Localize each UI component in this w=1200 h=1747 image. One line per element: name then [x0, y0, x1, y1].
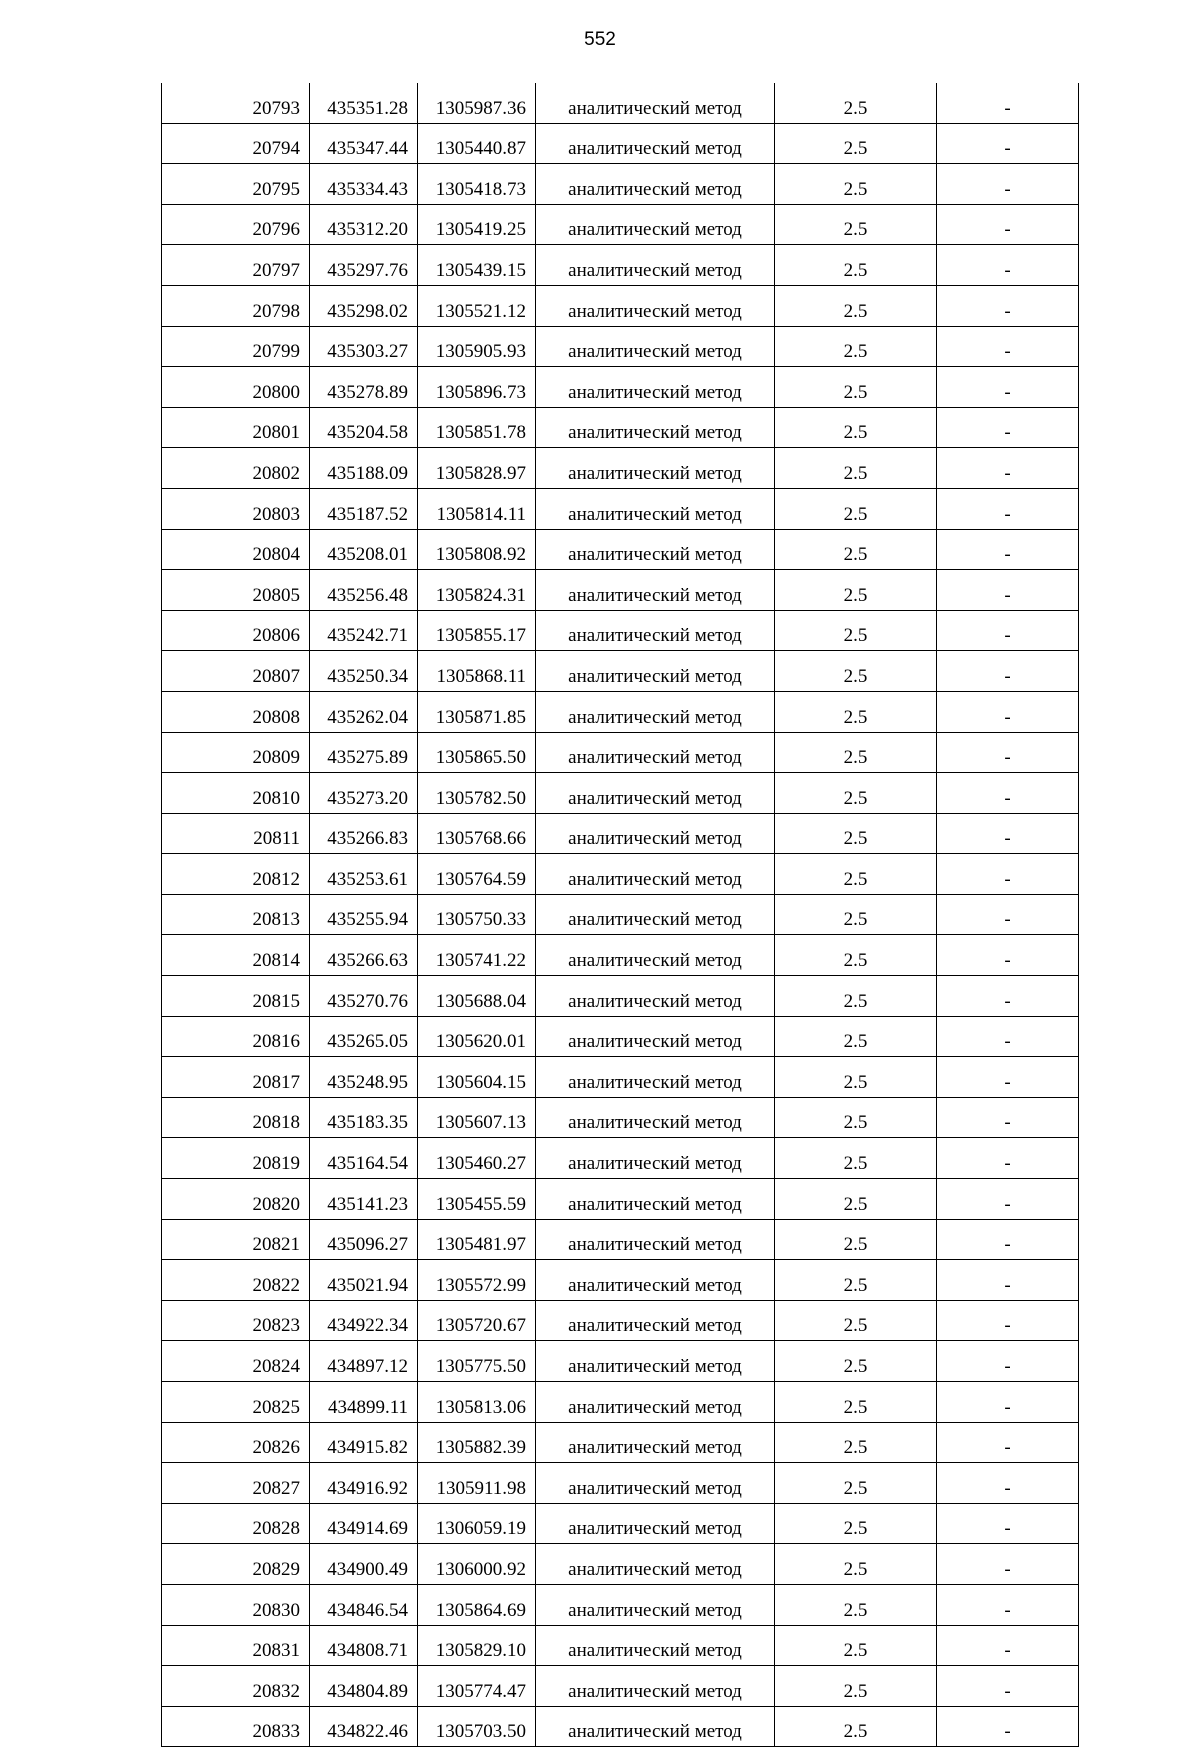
- table-row: [162, 1341, 1079, 1382]
- method-cell: аналитический метод: [536, 1503, 775, 1544]
- point-number-cell: 20815: [162, 976, 310, 1017]
- note-cell: -: [937, 894, 1079, 935]
- table-row: [162, 732, 1079, 773]
- accuracy-cell: 2.5: [775, 935, 937, 976]
- table-row: [162, 976, 1079, 1017]
- point-number-cell: 20832: [162, 1666, 310, 1707]
- coordinates-table-container: [161, 83, 1078, 1747]
- x-coordinate-cell: 435208.01: [310, 529, 418, 570]
- point-number-cell: 20801: [162, 407, 310, 448]
- point-number-cell: 20799: [162, 326, 310, 367]
- y-coordinate-cell: 1305851.78: [418, 407, 536, 448]
- point-number-cell: 20810: [162, 773, 310, 814]
- y-coordinate-cell: 1305607.13: [418, 1097, 536, 1138]
- y-coordinate-cell: 1305814.11: [418, 488, 536, 529]
- table-row: [162, 1219, 1079, 1260]
- method-cell: аналитический метод: [536, 488, 775, 529]
- accuracy-cell: 2.5: [775, 245, 937, 286]
- method-cell: аналитический метод: [536, 367, 775, 408]
- accuracy-cell: 2.5: [775, 488, 937, 529]
- accuracy-cell: 2.5: [775, 570, 937, 611]
- note-cell: -: [937, 1382, 1079, 1423]
- note-cell: -: [937, 732, 1079, 773]
- method-cell: аналитический метод: [536, 894, 775, 935]
- table-row: [162, 570, 1079, 611]
- point-number-cell: 20814: [162, 935, 310, 976]
- accuracy-cell: 2.5: [775, 164, 937, 205]
- note-cell: -: [937, 164, 1079, 205]
- accuracy-cell: 2.5: [775, 1584, 937, 1625]
- point-number-cell: 20816: [162, 1016, 310, 1057]
- note-cell: -: [937, 1179, 1079, 1220]
- method-cell: аналитический метод: [536, 326, 775, 367]
- accuracy-cell: 2.5: [775, 976, 937, 1017]
- y-coordinate-cell: 1305703.50: [418, 1706, 536, 1747]
- table-row: [162, 529, 1079, 570]
- table-row: [162, 1584, 1079, 1625]
- y-coordinate-cell: 1305440.87: [418, 123, 536, 164]
- x-coordinate-cell: 434822.46: [310, 1706, 418, 1747]
- method-cell: аналитический метод: [536, 1544, 775, 1585]
- table-row: [162, 488, 1079, 529]
- x-coordinate-cell: 434808.71: [310, 1625, 418, 1666]
- table-row: [162, 407, 1079, 448]
- point-number-cell: 20824: [162, 1341, 310, 1382]
- x-coordinate-cell: 435275.89: [310, 732, 418, 773]
- x-coordinate-cell: 435298.02: [310, 285, 418, 326]
- point-number-cell: 20825: [162, 1382, 310, 1423]
- point-number-cell: 20829: [162, 1544, 310, 1585]
- y-coordinate-cell: 1305720.67: [418, 1300, 536, 1341]
- note-cell: -: [937, 83, 1079, 123]
- x-coordinate-cell: 435183.35: [310, 1097, 418, 1138]
- accuracy-cell: 2.5: [775, 1341, 937, 1382]
- note-cell: -: [937, 1544, 1079, 1585]
- x-coordinate-cell: 434922.34: [310, 1300, 418, 1341]
- accuracy-cell: 2.5: [775, 1503, 937, 1544]
- table-row: [162, 1625, 1079, 1666]
- point-number-cell: 20793: [162, 83, 310, 123]
- y-coordinate-cell: 1305620.01: [418, 1016, 536, 1057]
- accuracy-cell: 2.5: [775, 1097, 937, 1138]
- y-coordinate-cell: 1305829.10: [418, 1625, 536, 1666]
- note-cell: -: [937, 976, 1079, 1017]
- method-cell: аналитический метод: [536, 570, 775, 611]
- note-cell: -: [937, 1097, 1079, 1138]
- table-row: [162, 1544, 1079, 1585]
- x-coordinate-cell: 435265.05: [310, 1016, 418, 1057]
- note-cell: -: [937, 570, 1079, 611]
- point-number-cell: 20794: [162, 123, 310, 164]
- point-number-cell: 20812: [162, 854, 310, 895]
- point-number-cell: 20831: [162, 1625, 310, 1666]
- x-coordinate-cell: 435312.20: [310, 204, 418, 245]
- method-cell: аналитический метод: [536, 1016, 775, 1057]
- table-row: [162, 651, 1079, 692]
- accuracy-cell: 2.5: [775, 1016, 937, 1057]
- x-coordinate-cell: 435242.71: [310, 610, 418, 651]
- x-coordinate-cell: 434916.92: [310, 1463, 418, 1504]
- point-number-cell: 20819: [162, 1138, 310, 1179]
- point-number-cell: 20797: [162, 245, 310, 286]
- table-row: [162, 164, 1079, 205]
- table-row: [162, 1463, 1079, 1504]
- method-cell: аналитический метод: [536, 204, 775, 245]
- note-cell: -: [937, 610, 1079, 651]
- x-coordinate-cell: 435297.76: [310, 245, 418, 286]
- x-coordinate-cell: 434897.12: [310, 1341, 418, 1382]
- x-coordinate-cell: 435262.04: [310, 691, 418, 732]
- accuracy-cell: 2.5: [775, 610, 937, 651]
- table-row: [162, 691, 1079, 732]
- note-cell: -: [937, 1057, 1079, 1098]
- method-cell: аналитический метод: [536, 773, 775, 814]
- note-cell: -: [937, 1219, 1079, 1260]
- y-coordinate-cell: 1305905.93: [418, 326, 536, 367]
- y-coordinate-cell: 1305481.97: [418, 1219, 536, 1260]
- accuracy-cell: 2.5: [775, 1260, 937, 1301]
- accuracy-cell: 2.5: [775, 285, 937, 326]
- x-coordinate-cell: 434915.82: [310, 1422, 418, 1463]
- y-coordinate-cell: 1305774.47: [418, 1666, 536, 1707]
- accuracy-cell: 2.5: [775, 1138, 937, 1179]
- accuracy-cell: 2.5: [775, 1706, 937, 1747]
- x-coordinate-cell: 435266.83: [310, 813, 418, 854]
- accuracy-cell: 2.5: [775, 367, 937, 408]
- note-cell: -: [937, 854, 1079, 895]
- method-cell: аналитический метод: [536, 651, 775, 692]
- note-cell: -: [937, 1422, 1079, 1463]
- accuracy-cell: 2.5: [775, 407, 937, 448]
- note-cell: -: [937, 1138, 1079, 1179]
- note-cell: -: [937, 1503, 1079, 1544]
- table-row: [162, 610, 1079, 651]
- note-cell: -: [937, 935, 1079, 976]
- y-coordinate-cell: 1305882.39: [418, 1422, 536, 1463]
- point-number-cell: 20828: [162, 1503, 310, 1544]
- method-cell: аналитический метод: [536, 610, 775, 651]
- note-cell: -: [937, 488, 1079, 529]
- point-number-cell: 20823: [162, 1300, 310, 1341]
- x-coordinate-cell: 435141.23: [310, 1179, 418, 1220]
- table-row: [162, 367, 1079, 408]
- accuracy-cell: 2.5: [775, 448, 937, 489]
- note-cell: -: [937, 1341, 1079, 1382]
- method-cell: аналитический метод: [536, 1138, 775, 1179]
- accuracy-cell: 2.5: [775, 1219, 937, 1260]
- table-row: [162, 894, 1079, 935]
- coordinates-table: [161, 83, 1079, 1747]
- x-coordinate-cell: 435188.09: [310, 448, 418, 489]
- table-row: [162, 1666, 1079, 1707]
- method-cell: аналитический метод: [536, 1300, 775, 1341]
- table-row: [162, 204, 1079, 245]
- table-row: [162, 1300, 1079, 1341]
- accuracy-cell: 2.5: [775, 1544, 937, 1585]
- y-coordinate-cell: 1305419.25: [418, 204, 536, 245]
- method-cell: аналитический метод: [536, 1706, 775, 1747]
- method-cell: аналитический метод: [536, 1097, 775, 1138]
- x-coordinate-cell: 435347.44: [310, 123, 418, 164]
- point-number-cell: 20805: [162, 570, 310, 611]
- y-coordinate-cell: 1305824.31: [418, 570, 536, 611]
- table-row: [162, 1260, 1079, 1301]
- y-coordinate-cell: 1305871.85: [418, 691, 536, 732]
- y-coordinate-cell: 1305911.98: [418, 1463, 536, 1504]
- accuracy-cell: 2.5: [775, 1463, 937, 1504]
- accuracy-cell: 2.5: [775, 854, 937, 895]
- accuracy-cell: 2.5: [775, 773, 937, 814]
- method-cell: аналитический метод: [536, 1625, 775, 1666]
- accuracy-cell: 2.5: [775, 83, 937, 123]
- x-coordinate-cell: 435250.34: [310, 651, 418, 692]
- method-cell: аналитический метод: [536, 1422, 775, 1463]
- accuracy-cell: 2.5: [775, 1057, 937, 1098]
- x-coordinate-cell: 434846.54: [310, 1584, 418, 1625]
- method-cell: аналитический метод: [536, 164, 775, 205]
- x-coordinate-cell: 435096.27: [310, 1219, 418, 1260]
- accuracy-cell: 2.5: [775, 1666, 937, 1707]
- x-coordinate-cell: 435303.27: [310, 326, 418, 367]
- table-row: [162, 935, 1079, 976]
- table-body: [162, 83, 1079, 1747]
- note-cell: -: [937, 1625, 1079, 1666]
- note-cell: -: [937, 1463, 1079, 1504]
- table-row: [162, 1422, 1079, 1463]
- x-coordinate-cell: 435278.89: [310, 367, 418, 408]
- point-number-cell: 20822: [162, 1260, 310, 1301]
- method-cell: аналитический метод: [536, 1179, 775, 1220]
- x-coordinate-cell: 435256.48: [310, 570, 418, 611]
- x-coordinate-cell: 435248.95: [310, 1057, 418, 1098]
- method-cell: аналитический метод: [536, 448, 775, 489]
- y-coordinate-cell: 1305768.66: [418, 813, 536, 854]
- accuracy-cell: 2.5: [775, 529, 937, 570]
- table-row: [162, 1503, 1079, 1544]
- note-cell: -: [937, 448, 1079, 489]
- table-row: [162, 1179, 1079, 1220]
- note-cell: -: [937, 204, 1079, 245]
- table-row: [162, 854, 1079, 895]
- x-coordinate-cell: 435266.63: [310, 935, 418, 976]
- y-coordinate-cell: 1305782.50: [418, 773, 536, 814]
- method-cell: аналитический метод: [536, 1382, 775, 1423]
- y-coordinate-cell: 1306059.19: [418, 1503, 536, 1544]
- point-number-cell: 20808: [162, 691, 310, 732]
- note-cell: -: [937, 651, 1079, 692]
- point-number-cell: 20833: [162, 1706, 310, 1747]
- accuracy-cell: 2.5: [775, 1382, 937, 1423]
- x-coordinate-cell: 435021.94: [310, 1260, 418, 1301]
- note-cell: -: [937, 367, 1079, 408]
- x-coordinate-cell: 435255.94: [310, 894, 418, 935]
- accuracy-cell: 2.5: [775, 204, 937, 245]
- note-cell: -: [937, 285, 1079, 326]
- point-number-cell: 20807: [162, 651, 310, 692]
- accuracy-cell: 2.5: [775, 732, 937, 773]
- point-number-cell: 20826: [162, 1422, 310, 1463]
- y-coordinate-cell: 1305418.73: [418, 164, 536, 205]
- accuracy-cell: 2.5: [775, 1625, 937, 1666]
- x-coordinate-cell: 435351.28: [310, 83, 418, 123]
- note-cell: -: [937, 529, 1079, 570]
- point-number-cell: 20817: [162, 1057, 310, 1098]
- y-coordinate-cell: 1305439.15: [418, 245, 536, 286]
- note-cell: -: [937, 326, 1079, 367]
- table-row: [162, 83, 1079, 123]
- point-number-cell: 20795: [162, 164, 310, 205]
- method-cell: аналитический метод: [536, 976, 775, 1017]
- note-cell: -: [937, 1666, 1079, 1707]
- point-number-cell: 20798: [162, 285, 310, 326]
- point-number-cell: 20806: [162, 610, 310, 651]
- method-cell: аналитический метод: [536, 1341, 775, 1382]
- y-coordinate-cell: 1305460.27: [418, 1138, 536, 1179]
- table-row: [162, 1016, 1079, 1057]
- point-number-cell: 20802: [162, 448, 310, 489]
- x-coordinate-cell: 434804.89: [310, 1666, 418, 1707]
- x-coordinate-cell: 435253.61: [310, 854, 418, 895]
- point-number-cell: 20800: [162, 367, 310, 408]
- method-cell: аналитический метод: [536, 123, 775, 164]
- point-number-cell: 20804: [162, 529, 310, 570]
- x-coordinate-cell: 435270.76: [310, 976, 418, 1017]
- note-cell: -: [937, 1260, 1079, 1301]
- x-coordinate-cell: 434899.11: [310, 1382, 418, 1423]
- point-number-cell: 20813: [162, 894, 310, 935]
- accuracy-cell: 2.5: [775, 123, 937, 164]
- note-cell: -: [937, 1016, 1079, 1057]
- y-coordinate-cell: 1305741.22: [418, 935, 536, 976]
- method-cell: аналитический метод: [536, 732, 775, 773]
- method-cell: аналитический метод: [536, 1584, 775, 1625]
- point-number-cell: 20830: [162, 1584, 310, 1625]
- accuracy-cell: 2.5: [775, 894, 937, 935]
- accuracy-cell: 2.5: [775, 1179, 937, 1220]
- method-cell: аналитический метод: [536, 83, 775, 123]
- y-coordinate-cell: 1305813.06: [418, 1382, 536, 1423]
- point-number-cell: 20796: [162, 204, 310, 245]
- table-row: [162, 326, 1079, 367]
- y-coordinate-cell: 1305775.50: [418, 1341, 536, 1382]
- x-coordinate-cell: 435273.20: [310, 773, 418, 814]
- y-coordinate-cell: 1305764.59: [418, 854, 536, 895]
- point-number-cell: 20827: [162, 1463, 310, 1504]
- table-row: [162, 245, 1079, 286]
- note-cell: -: [937, 123, 1079, 164]
- note-cell: -: [937, 1706, 1079, 1747]
- x-coordinate-cell: 435187.52: [310, 488, 418, 529]
- x-coordinate-cell: 434900.49: [310, 1544, 418, 1585]
- point-number-cell: 20803: [162, 488, 310, 529]
- point-number-cell: 20809: [162, 732, 310, 773]
- accuracy-cell: 2.5: [775, 326, 937, 367]
- note-cell: -: [937, 245, 1079, 286]
- point-number-cell: 20818: [162, 1097, 310, 1138]
- accuracy-cell: 2.5: [775, 691, 937, 732]
- note-cell: -: [937, 407, 1079, 448]
- method-cell: аналитический метод: [536, 1260, 775, 1301]
- y-coordinate-cell: 1305864.69: [418, 1584, 536, 1625]
- x-coordinate-cell: 434914.69: [310, 1503, 418, 1544]
- x-coordinate-cell: 435204.58: [310, 407, 418, 448]
- method-cell: аналитический метод: [536, 1219, 775, 1260]
- point-number-cell: 20821: [162, 1219, 310, 1260]
- y-coordinate-cell: 1305604.15: [418, 1057, 536, 1098]
- note-cell: -: [937, 691, 1079, 732]
- method-cell: аналитический метод: [536, 1463, 775, 1504]
- accuracy-cell: 2.5: [775, 651, 937, 692]
- method-cell: аналитический метод: [536, 813, 775, 854]
- y-coordinate-cell: 1305828.97: [418, 448, 536, 489]
- method-cell: аналитический метод: [536, 854, 775, 895]
- note-cell: -: [937, 773, 1079, 814]
- note-cell: -: [937, 1584, 1079, 1625]
- table-row: [162, 1138, 1079, 1179]
- y-coordinate-cell: 1305868.11: [418, 651, 536, 692]
- table-row: [162, 1057, 1079, 1098]
- y-coordinate-cell: 1305572.99: [418, 1260, 536, 1301]
- method-cell: аналитический метод: [536, 285, 775, 326]
- table-row: [162, 285, 1079, 326]
- point-number-cell: 20820: [162, 1179, 310, 1220]
- table-row: [162, 1382, 1079, 1423]
- y-coordinate-cell: 1305808.92: [418, 529, 536, 570]
- method-cell: аналитический метод: [536, 1057, 775, 1098]
- y-coordinate-cell: 1305855.17: [418, 610, 536, 651]
- y-coordinate-cell: 1305688.04: [418, 976, 536, 1017]
- accuracy-cell: 2.5: [775, 1422, 937, 1463]
- x-coordinate-cell: 435164.54: [310, 1138, 418, 1179]
- note-cell: -: [937, 813, 1079, 854]
- table-row: [162, 123, 1079, 164]
- table-row: [162, 1706, 1079, 1747]
- method-cell: аналитический метод: [536, 935, 775, 976]
- accuracy-cell: 2.5: [775, 1300, 937, 1341]
- table-row: [162, 1097, 1079, 1138]
- y-coordinate-cell: 1306000.92: [418, 1544, 536, 1585]
- method-cell: аналитический метод: [536, 245, 775, 286]
- page-number: 552: [584, 29, 616, 50]
- point-number-cell: 20811: [162, 813, 310, 854]
- y-coordinate-cell: 1305750.33: [418, 894, 536, 935]
- method-cell: аналитический метод: [536, 691, 775, 732]
- x-coordinate-cell: 435334.43: [310, 164, 418, 205]
- y-coordinate-cell: 1305896.73: [418, 367, 536, 408]
- table-row: [162, 448, 1079, 489]
- y-coordinate-cell: 1305455.59: [418, 1179, 536, 1220]
- accuracy-cell: 2.5: [775, 813, 937, 854]
- method-cell: аналитический метод: [536, 529, 775, 570]
- table-row: [162, 813, 1079, 854]
- table-row: [162, 773, 1079, 814]
- note-cell: -: [937, 1300, 1079, 1341]
- method-cell: аналитический метод: [536, 407, 775, 448]
- y-coordinate-cell: 1305865.50: [418, 732, 536, 773]
- method-cell: аналитический метод: [536, 1666, 775, 1707]
- y-coordinate-cell: 1305987.36: [418, 83, 536, 123]
- y-coordinate-cell: 1305521.12: [418, 285, 536, 326]
